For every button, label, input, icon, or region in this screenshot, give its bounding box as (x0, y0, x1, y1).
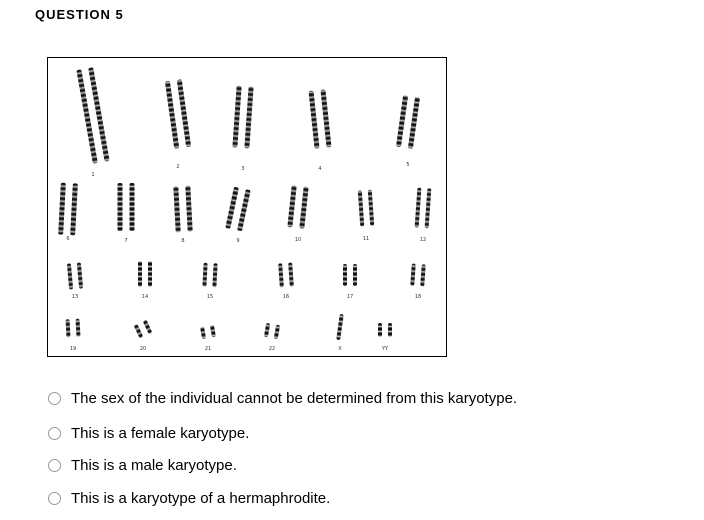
chromosome-label: 3 (241, 166, 245, 172)
chromosome-label: 15 (206, 294, 214, 300)
radio-button[interactable] (48, 427, 61, 440)
chromosome (67, 263, 73, 289)
chromosome (118, 183, 123, 231)
chromosome-pair-10 (287, 185, 308, 229)
radio-button[interactable] (48, 492, 61, 505)
chromosome-label: YY (381, 346, 389, 352)
karyotype-image (47, 57, 447, 357)
chromosome-pair-21 (200, 325, 216, 339)
chromosome-label: 10 (294, 237, 302, 243)
chromosome-label: 17 (346, 294, 354, 300)
chromosome-label: 22 (268, 346, 276, 352)
chromosome (237, 189, 251, 231)
chromosome (274, 325, 280, 339)
chromosome (396, 95, 408, 147)
chromosome-label: 12 (419, 237, 427, 243)
chromosome-pair-15 (202, 263, 217, 288)
chromosome-pair-20 (134, 320, 153, 339)
question-title: QUESTION 5 (35, 7, 124, 22)
chromosome (70, 183, 78, 235)
chromosome-label: 18 (414, 294, 422, 300)
chromosome (287, 185, 296, 227)
chromosome (134, 324, 144, 338)
chromosome-label: 7 (124, 238, 128, 244)
chromosome (66, 319, 71, 337)
chromosome (320, 89, 331, 147)
chromosome (212, 263, 217, 287)
option-female[interactable] (48, 425, 249, 442)
chromosome-pair-5 (396, 95, 420, 149)
chromosome (232, 85, 241, 147)
chromosome (309, 91, 320, 149)
chromosome (77, 262, 83, 288)
chromosome-pair-12 (415, 188, 432, 229)
chromosome-label: 5 (406, 162, 410, 168)
chromosome-pair-11 (358, 190, 374, 227)
chromosome-label: 11 (362, 236, 370, 242)
chromosome-label: X (338, 346, 342, 352)
chromosome (185, 186, 192, 232)
chromosome-pair-6 (58, 183, 78, 236)
chromosome (408, 97, 420, 149)
chromosome-pair-16 (278, 263, 294, 288)
chromosome-pair-17 (343, 264, 357, 286)
chromosome-pair-14 (138, 261, 152, 287)
chromosome-label: 9 (236, 238, 240, 244)
chromosome (200, 327, 206, 340)
chromosome-pair-22 (264, 323, 280, 339)
chromosome (58, 183, 66, 235)
chromosome-label: 21 (204, 346, 212, 352)
chromosome (288, 263, 294, 287)
chromosome-label: 13 (71, 294, 79, 300)
chromosome (420, 264, 426, 286)
chromosome (388, 323, 392, 337)
chromosome (148, 261, 152, 287)
chromosome-pair-yy (378, 323, 392, 337)
chromosome (165, 81, 179, 149)
chromosome (343, 264, 347, 286)
chromosome-pair-x (336, 314, 344, 340)
chromosome (173, 186, 180, 232)
chromosome (410, 264, 416, 286)
option-label: The sex of the individual cannot be determined from this karyotype. (71, 390, 518, 407)
chromosome-label: 4 (318, 166, 322, 172)
radio-button[interactable] (48, 459, 61, 472)
chromosome (210, 325, 216, 338)
chromosome (425, 188, 432, 228)
option-male[interactable] (48, 457, 237, 474)
chromosome (358, 190, 365, 226)
chromosome (368, 190, 375, 226)
chromosome (76, 319, 81, 337)
chromosome (244, 86, 253, 148)
chromosome (202, 263, 207, 287)
chromosome (336, 314, 344, 340)
chromosome-pair-9 (225, 187, 250, 232)
option-hermaphrodite[interactable] (48, 490, 330, 507)
chromosome-label: 16 (282, 294, 290, 300)
option-label: This is a female karyotype. (71, 425, 250, 442)
chromosome-pair-19 (66, 319, 81, 338)
chromosome-label: 20 (139, 346, 147, 352)
chromosome (353, 264, 357, 286)
chromosome (278, 263, 284, 287)
chromosome (264, 323, 270, 337)
chromosome-label: 14 (141, 294, 149, 300)
option-cannot-determine[interactable] (48, 390, 517, 407)
chromosome (177, 79, 191, 147)
chromosome-pair-2 (165, 79, 191, 149)
chromosome (225, 187, 239, 229)
chromosome (138, 261, 142, 287)
chromosome-pair-4 (309, 89, 332, 148)
chromosome (130, 183, 135, 231)
chromosome-label: 8 (181, 238, 185, 244)
chromosome-label: 19 (69, 346, 77, 352)
chromosome (143, 320, 153, 334)
chromosome (378, 323, 382, 337)
option-label: This is a male karyotype. (71, 457, 237, 474)
radio-button[interactable] (48, 392, 61, 405)
chromosome (415, 188, 422, 228)
chromosome-label: 6 (66, 236, 70, 242)
option-label: This is a karyotype of a hermaphrodite. (71, 490, 331, 507)
chromosome-label: 1 (91, 172, 95, 178)
chromosome-pair-13 (67, 262, 83, 289)
chromosome-pair-1 (76, 67, 109, 164)
chromosome-pair-7 (118, 183, 135, 231)
chromosome-pair-3 (232, 85, 253, 148)
karyotype-chromosomes (48, 58, 448, 358)
chromosome-pair-8 (173, 186, 192, 233)
chromosome-pair-18 (410, 264, 426, 287)
chromosome (299, 186, 308, 228)
chromosome-label: 2 (176, 164, 180, 170)
